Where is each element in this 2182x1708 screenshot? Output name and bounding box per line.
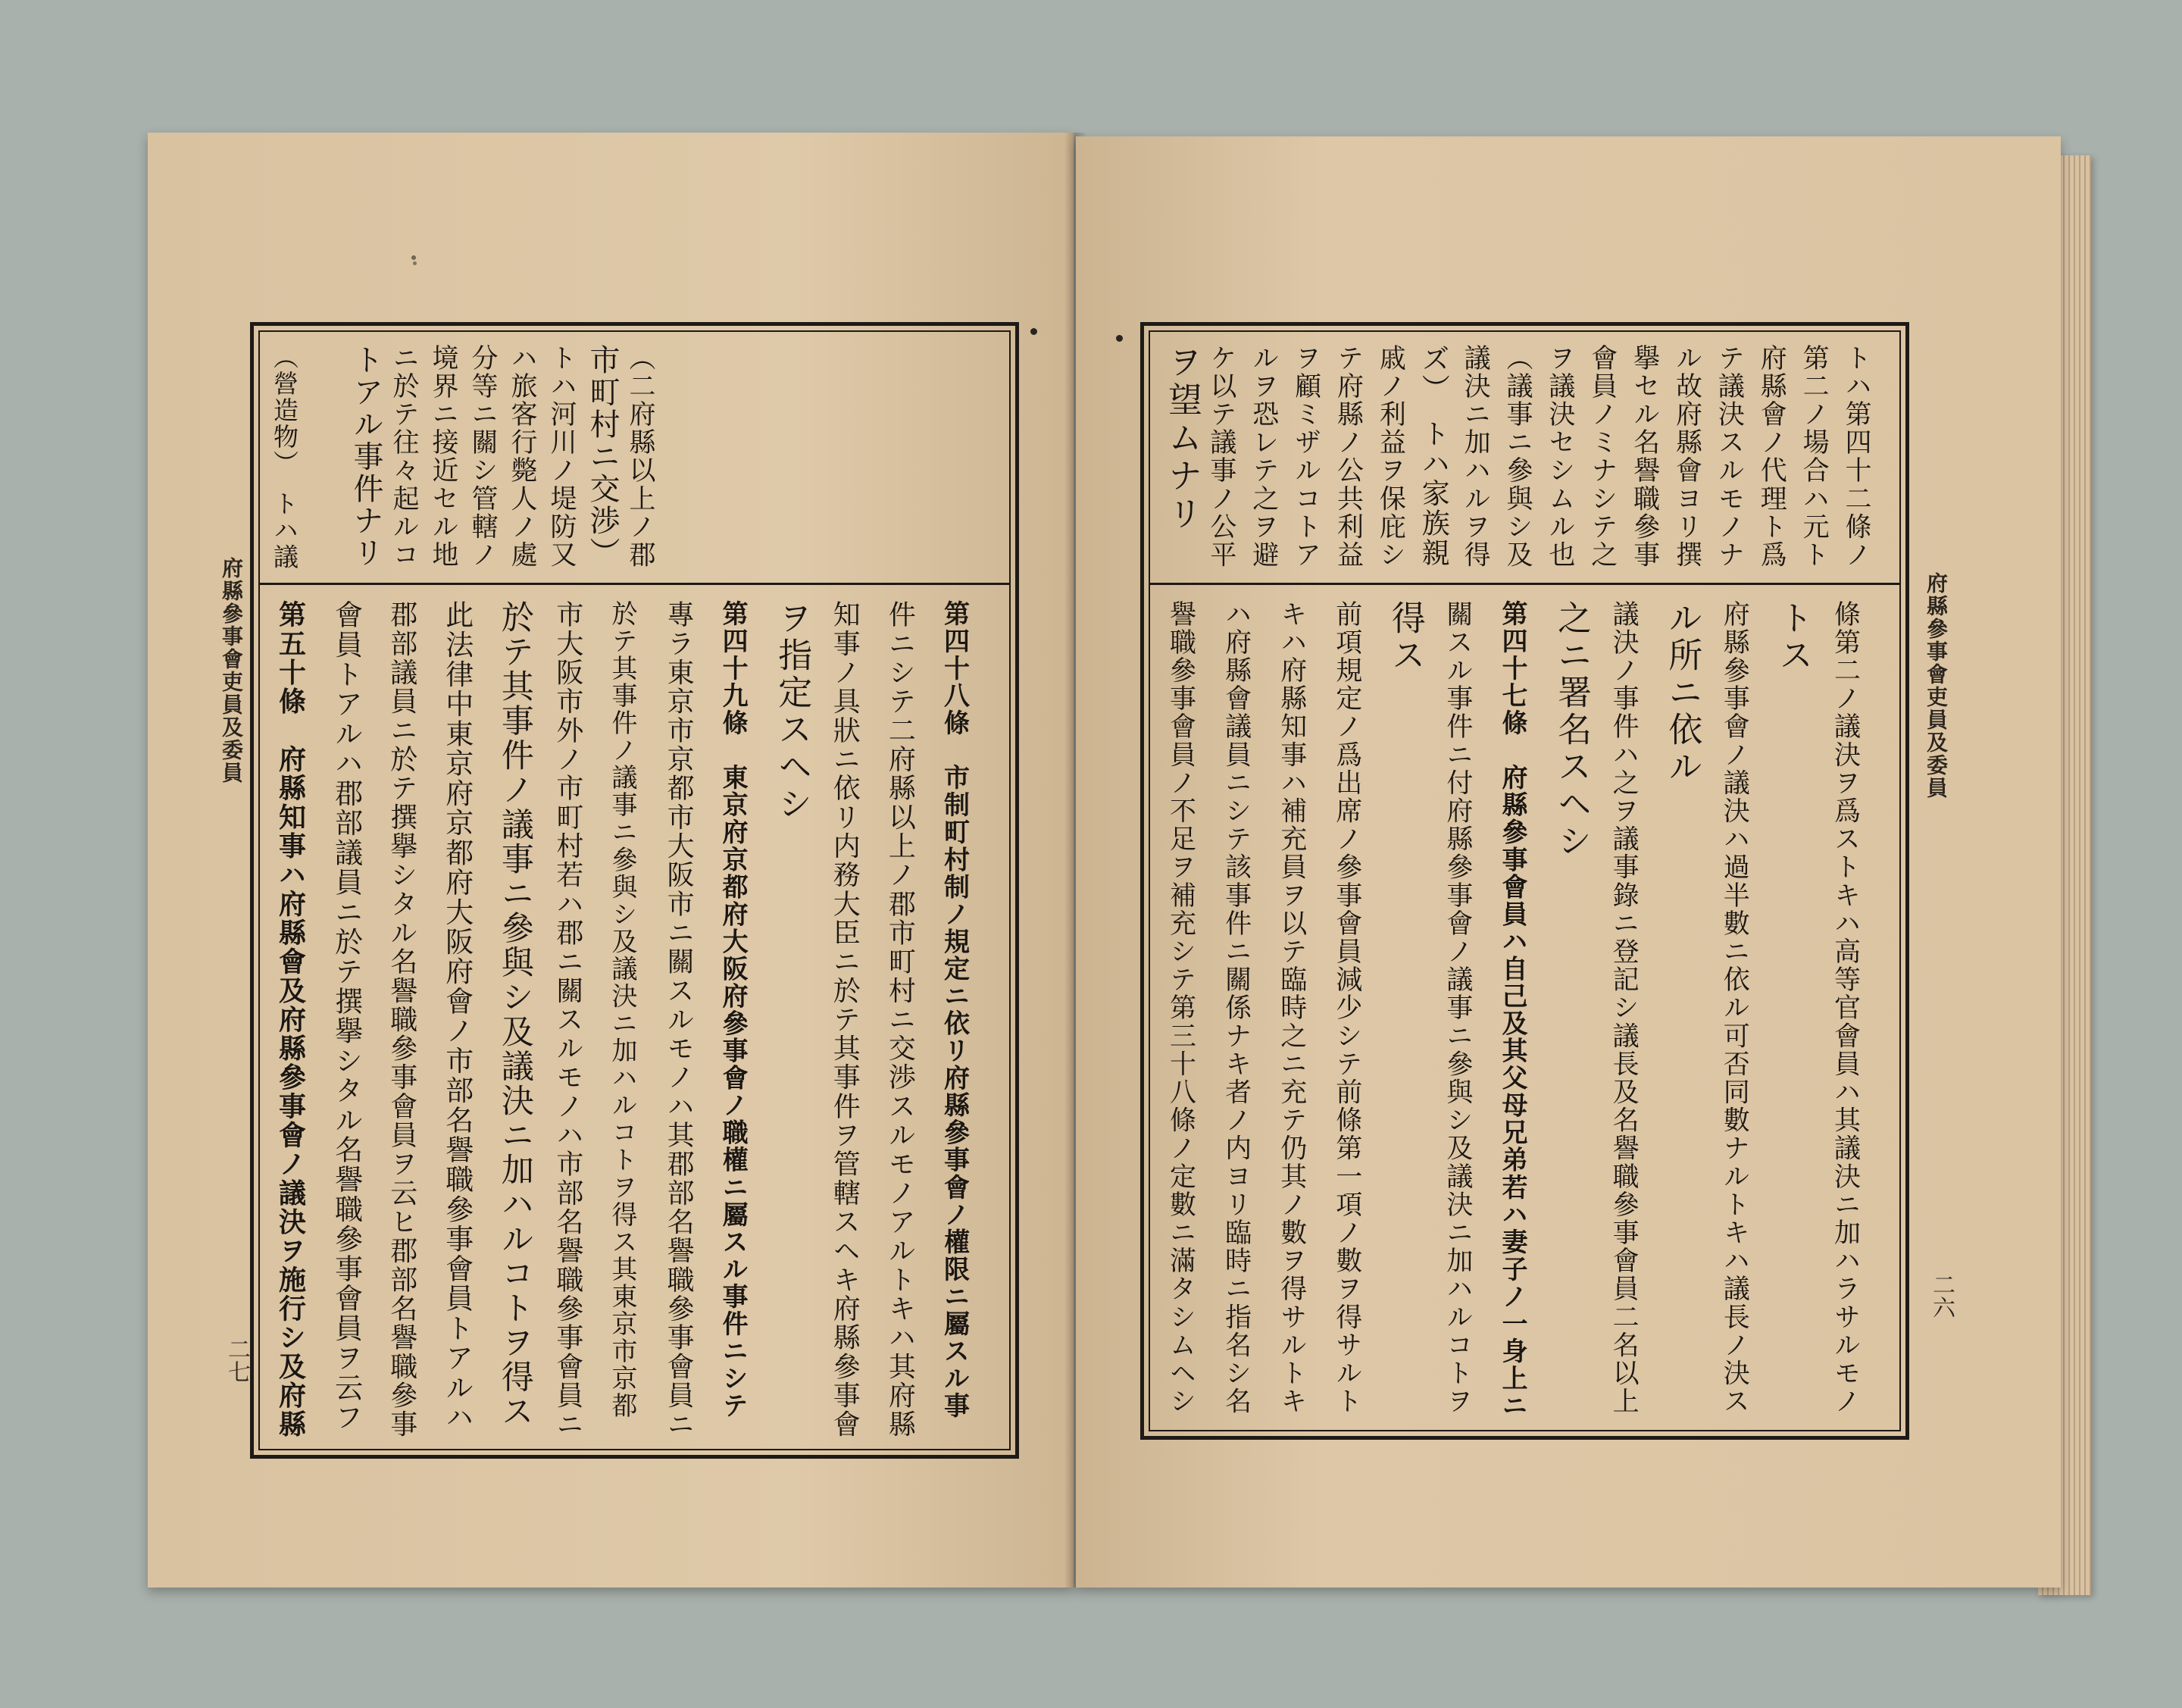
running-head-left: 府縣參事會吏員及委員	[219, 557, 244, 784]
annotation-column-5: ル故府縣會ヨリ撰	[1671, 344, 1702, 569]
annotation-column-8: ヲ議決セシムル也	[1544, 344, 1575, 569]
annotation-columns-left	[272, 344, 666, 571]
statute-column-9: 於テ其事件ノ議事ニ參與シ及議決ニ加ハルコトヲ得ス	[495, 600, 534, 1429]
right-page	[1076, 136, 2061, 1588]
annotation-column-4: テ議決スルモノナ	[1714, 344, 1745, 569]
statute-column-10: 前項規定ノ爲出席ノ參事會員減少シテ前條第一項ノ數ヲ得サルト	[1331, 600, 1362, 1416]
statute-column-2: トス	[1773, 600, 1814, 674]
annotation-column-14: ヲ顧ミザルコトア	[1290, 344, 1321, 569]
page-number-right: 二六	[1928, 1273, 1955, 1319]
annotation-column-6: 擧セル名譽職參事	[1629, 344, 1660, 569]
statute-column-13: 第五十條 府縣知事ハ府縣會及府縣參事會ノ議決ヲ施行シ及府縣	[274, 600, 307, 1439]
page-number-left: 二七	[224, 1337, 250, 1383]
annotation-column-2: 市町村ニ交渉）	[585, 344, 620, 569]
running-head-right: 府縣參事會吏員及委員	[1924, 572, 1949, 799]
annotation-column-10: 議決ニ加ハルヲ得	[1460, 344, 1491, 569]
annotation-column-3: トハ河川ノ堤防又	[546, 344, 577, 569]
annotation-column-16: ケ以テ議事ノ公平	[1205, 344, 1236, 569]
statute-column-7: 第四十七條 府縣參事會員ハ自己及其父母兄弟若ハ妻子ノ一身上ニ	[1497, 600, 1527, 1420]
statute-column-12: ハ府縣會議員ニシテ該事件ニ關係ナキ者ノ内ヨリ臨時ニ指名シ名	[1221, 600, 1252, 1416]
statute-column-7: 於テ其事件ノ議事ニ參與シ及議決ニ加ハルコトヲ得ス其東京市京都	[607, 600, 637, 1420]
statute-column-3: 知事ノ具狀ニ依リ内務大臣ニ於テ其事件ヲ管轄スヘキ府縣參事會	[829, 600, 861, 1439]
annotation-column-3: 府縣會ノ代理ト爲	[1756, 344, 1787, 569]
left-page	[148, 133, 1074, 1588]
statute-column-11: キハ府縣知事ハ補充員ヲ以テ臨時之ニ充テ仍其ノ數ヲ得サルトキ	[1276, 600, 1307, 1416]
annotation-box-right	[1149, 330, 1901, 585]
annotation-columns-right	[1161, 344, 1883, 571]
annotation-box-left	[258, 330, 1011, 585]
statute-column-5: 議決ノ事件ハ之ヲ議事錄ニ登記シ議長及名譽職參事會員二名以上	[1608, 600, 1640, 1416]
annotation-column-8: トアル事件ナリ	[349, 344, 383, 569]
statute-column-6: 專ラ東京市京都市大阪市ニ關スルモノハ其郡部名譽職參事會員ニ	[663, 600, 695, 1439]
statute-columns-left	[269, 600, 989, 1441]
statute-column-8: 關スル事件ニ付府縣參事會ノ議事ニ參與シ及議決ニ加ハルコトヲ	[1442, 600, 1473, 1416]
statute-column-9: 得ス	[1385, 600, 1426, 674]
annotation-column-5: 分等ニ關シ管轄ノ	[467, 344, 498, 569]
ink-speck	[1116, 335, 1123, 342]
statute-column-10: 此法律中東京府京都府大阪府會ノ市部名譽職參事會員トアルハ	[440, 600, 474, 1433]
annotation-column-9: （議事ニ參與シ及	[1502, 344, 1533, 569]
annotation-column-17: ヲ望ムナリ	[1161, 344, 1202, 533]
statute-column-5: 第四十九條 東京府京都府大阪府參事會ノ職權ニ屬スル事件ニシテ	[717, 600, 749, 1420]
annotation-column-10: （營造物） トハ議	[270, 344, 299, 571]
statute-column-6: 之ニ署名スヘシ	[1552, 600, 1593, 860]
annotation-column-1: トハ第四十二條ノ	[1841, 344, 1872, 569]
ink-speck	[413, 261, 417, 265]
statute-column-12: 會員トアルハ郡部議員ニ於テ撰擧シタル名譽職參事會員ヲ云フ	[330, 600, 363, 1433]
statute-column-1: 第四十八條 市制町村制ノ規定ニ依リ府縣參事會ノ權限ニ屬スル事	[939, 600, 970, 1420]
annotation-column-2: 第二ノ場合ハ元ト	[1799, 344, 1830, 569]
annotation-column-1: （二府縣以上ノ郡	[625, 344, 655, 569]
statute-column-3: 府縣參事會ノ議決ハ過半數ニ依ル可否同數ナルトキハ議長ノ決ス	[1719, 600, 1750, 1416]
statute-column-11: 郡部議員ニ於テ撰擧シタル名譽職參事會員ヲ云ヒ郡部名譽職參事	[386, 600, 417, 1439]
statute-column-1: 條第二ノ議決ヲ爲ストキハ高等官會員ハ其議決ニ加ハラサルモノ	[1830, 600, 1861, 1416]
statute-column-8: 市大阪市外ノ市町村若ハ郡ニ關スルモノハ市部名譽職參事會員ニ	[552, 600, 583, 1439]
annotation-column-7: ニ於テ往々起ルコ	[389, 344, 419, 569]
ink-speck	[411, 255, 416, 260]
annotation-column-13: テ府縣ノ公共利益	[1333, 344, 1364, 569]
statute-columns-right	[1159, 600, 1879, 1426]
annotation-column-4: ハ旅客行斃人ノ處	[507, 344, 537, 569]
text-frame-left	[250, 322, 1019, 1459]
statute-column-13: 譽職參事會員ノ不足ヲ補充シテ第三十八條ノ定數ニ滿タシムヘシ	[1165, 600, 1196, 1416]
annotation-column-7: 會員ノミナシテ之	[1586, 344, 1618, 569]
ink-speck	[1030, 328, 1037, 335]
annotation-column-15: ルヲ恐レテ之ヲ避	[1248, 344, 1279, 569]
text-frame-right	[1140, 322, 1909, 1440]
annotation-column-11: ズ） トハ家族親	[1417, 344, 1450, 568]
annotation-column-12: 戚ノ利益ヲ保庇シ	[1375, 344, 1406, 569]
statute-column-2: 件ニシテ二府縣以上ノ郡市町村ニ交渉スルモノアルトキハ其府縣	[884, 600, 916, 1439]
statute-column-4: ル所ニ依ル	[1662, 600, 1703, 786]
annotation-column-6: 境界ニ接近セル地	[428, 344, 458, 569]
statute-column-4: ヲ指定スヘシ	[772, 600, 813, 823]
